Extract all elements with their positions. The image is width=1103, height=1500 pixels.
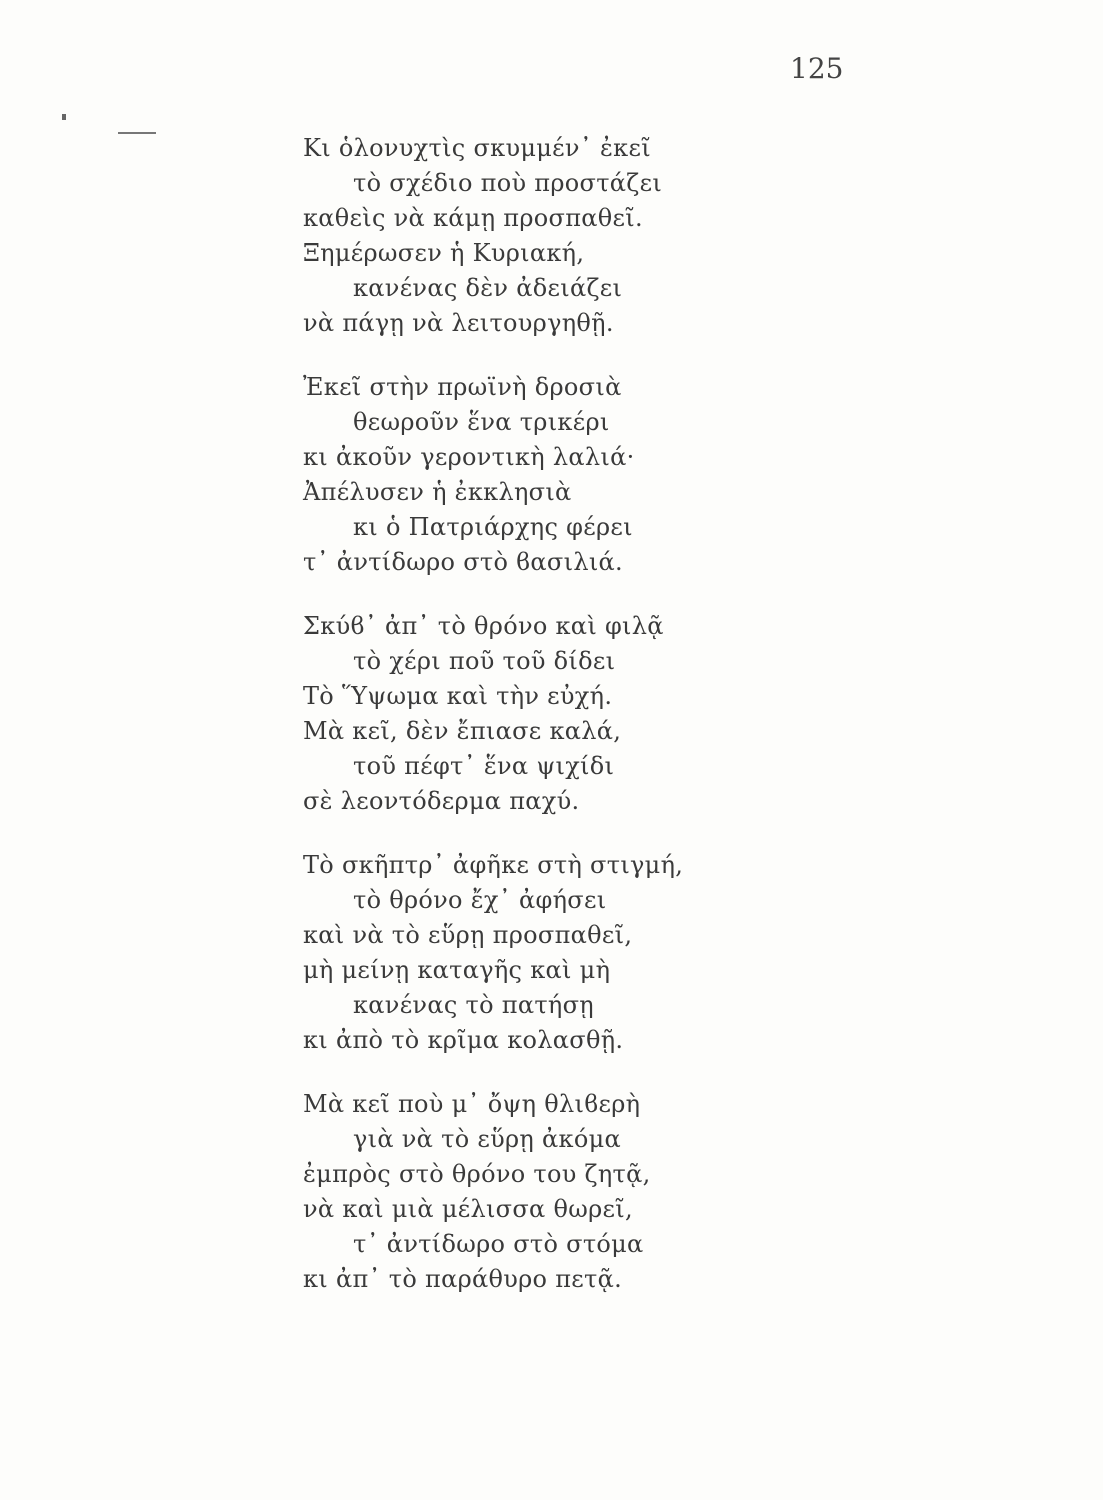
verse-line: τ᾽ ἀντίδωρο στὸ ϐασιλιά. bbox=[303, 548, 623, 576]
verse-line: γιὰ νὰ τὸ εὕρῃ ἀκόμα bbox=[353, 1125, 621, 1153]
stanza bbox=[303, 370, 943, 580]
margin-dash bbox=[118, 132, 156, 134]
verse-line: τὸ θρόνο ἔχ᾽ ἀφήσει bbox=[353, 886, 607, 914]
verse-line: καθεὶς νὰ κάμῃ προσπαθεῖ. bbox=[303, 204, 643, 232]
verse-line: Ξημέρωσεν ἡ Κυριακή, bbox=[303, 239, 585, 267]
stanza bbox=[303, 848, 943, 1058]
poem-text bbox=[303, 131, 943, 1297]
verse-line: Μὰ κεῖ, δὲν ἔπιασε καλά, bbox=[303, 717, 622, 745]
verse-line: κανένας τὸ πατήσῃ bbox=[353, 991, 594, 1019]
verse-line: Τὸ Ὕψωμα καὶ τὴν εὐχή. bbox=[303, 682, 613, 710]
verse-line: κι ἀπὸ τὸ κρῖμα κολασθῇ. bbox=[303, 1026, 624, 1054]
verse-line: τοῦ πέφτ᾽ ἕνα ψιχίδι bbox=[353, 752, 615, 780]
verse-line: τ᾽ ἀντίδωρο στὸ στόμα bbox=[353, 1230, 644, 1258]
verse-line: Ἀπέλυσεν ἡ ἐκκλησιὰ bbox=[303, 478, 572, 506]
stanza bbox=[303, 131, 943, 341]
stanza bbox=[303, 1087, 943, 1297]
margin-speck bbox=[62, 114, 66, 120]
verse-line: Κι ὁλονυχτὶς σκυμμέν᾽ ἐκεῖ bbox=[303, 134, 651, 162]
verse-line: θεωροῦν ἕνα τρικέρι bbox=[353, 408, 610, 436]
verse-line: Ἐκεῖ στὴν πρωϊνὴ δροσιὰ bbox=[303, 373, 622, 401]
verse-line: κι ἀκοῦν γεροντικὴ λαλιά· bbox=[303, 443, 635, 471]
verse-line: τὸ σχέδιο ποὺ προστάζει bbox=[353, 169, 663, 197]
verse-line: νὰ καὶ μιὰ μέλισσα θωρεῖ, bbox=[303, 1195, 633, 1223]
verse-line: σὲ λεοντόδερμα παχύ. bbox=[303, 787, 580, 815]
page-number: 125 bbox=[790, 52, 844, 85]
verse-line: κι ὁ Πατριάρχης φέρει bbox=[353, 513, 633, 541]
verse-line: νὰ πάγῃ νὰ λειτουργηθῇ. bbox=[303, 309, 614, 337]
verse-line: τὸ χέρι ποῦ τοῦ δίδει bbox=[353, 647, 616, 675]
verse-line: Σκύϐ᾽ ἀπ᾽ τὸ θρόνο καὶ φιλᾷ bbox=[303, 612, 664, 640]
verse-line: κανένας δὲν ἀδειάζει bbox=[353, 274, 623, 302]
verse-line: κι ἀπ᾽ τὸ παράθυρο πετᾷ. bbox=[303, 1265, 623, 1293]
stanza bbox=[303, 609, 943, 819]
verse-line: καὶ νὰ τὸ εὕρῃ προσπαθεῖ, bbox=[303, 921, 633, 949]
verse-line: μὴ μείνῃ καταγῆς καὶ μὴ bbox=[303, 956, 611, 984]
verse-line: Μὰ κεῖ ποὺ μ᾽ ὄψη θλιϐερὴ bbox=[303, 1090, 641, 1118]
verse-line: ἐμπρὸς στὸ θρόνο του ζητᾷ, bbox=[303, 1160, 651, 1188]
verse-line: Τὸ σκῆπτρ᾽ ἀφῆκε στὴ στιγμή, bbox=[303, 851, 684, 879]
